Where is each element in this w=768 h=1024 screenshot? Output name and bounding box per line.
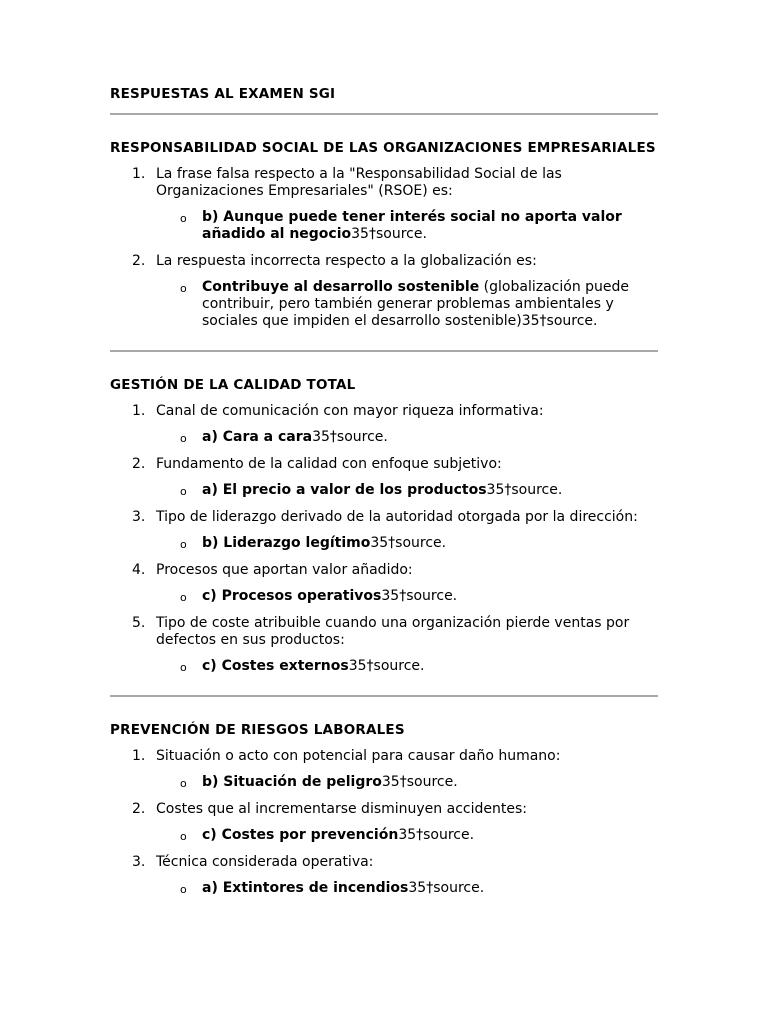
- answer: [110, 658, 658, 675]
- question-list: [110, 748, 658, 897]
- question-number: 4.: [132, 562, 146, 578]
- answer: [110, 209, 658, 243]
- answer: [110, 588, 658, 605]
- answer-bold: c) Costes externos: [202, 658, 349, 674]
- question-item: [110, 854, 658, 897]
- question-number: 2.: [132, 253, 146, 269]
- answer-rest: 35†source.: [381, 588, 458, 604]
- question-item: [110, 615, 658, 675]
- answer-bold: b) Liderazgo legítimo: [202, 535, 371, 551]
- question-item: [110, 456, 658, 499]
- question-text: Técnica considerada operativa:: [156, 854, 374, 870]
- section-rsoe: [110, 115, 658, 350]
- question-text: Canal de comunicación con mayor riqueza informativa:: [156, 403, 544, 419]
- question-item: [110, 403, 658, 446]
- question-text: Fundamento de la calidad con enfoque subjetivo:: [156, 456, 502, 472]
- bullet-icon: o: [180, 777, 187, 790]
- question-item: [110, 801, 658, 844]
- answer-bold: a) Cara a cara: [202, 429, 313, 445]
- answer-rest: 35†source.: [381, 774, 458, 790]
- question-number: 1.: [132, 403, 146, 419]
- answer-rest: (globalización puede contribuir, pero también generar problemas ambientales y sociales que impiden el desarrollo sostenible)35†source.: [202, 279, 630, 329]
- answer-bold: a) Extintores de incendios: [202, 880, 409, 896]
- answer-rest: 35†source.: [312, 429, 388, 445]
- question-number: 2.: [132, 456, 146, 472]
- question-number: 2.: [132, 801, 146, 817]
- answer: [110, 774, 658, 791]
- question-number: 1.: [132, 166, 146, 182]
- bullet-icon: o: [180, 282, 187, 295]
- section-riesgos: [110, 697, 658, 917]
- bullet-icon: o: [180, 591, 187, 604]
- answer: [110, 827, 658, 844]
- bullet-icon: o: [180, 883, 187, 896]
- question-text: La frase falsa respecto a la "Responsabilidad Social de las Organizaciones Empresariales" (RSOE) es:: [156, 166, 562, 199]
- question-list: [110, 403, 658, 675]
- section-heading: GESTIÓN DE LA CALIDAD TOTAL: [110, 377, 356, 393]
- question-number: 3.: [132, 854, 146, 870]
- bullet-icon: o: [180, 538, 187, 551]
- question-list: [110, 166, 658, 330]
- bullet-icon: o: [180, 212, 187, 225]
- answer: [110, 482, 658, 499]
- question-text: La respuesta incorrecta respecto a la globalización es:: [156, 253, 537, 269]
- answer-bold: b) Situación de peligro: [202, 774, 382, 790]
- question-text: Tipo de coste atribuible cuando una organización pierde ventas por defectos en sus productos:: [156, 615, 630, 648]
- answer-bold: c) Procesos operativos: [202, 588, 382, 604]
- question-item: [110, 509, 658, 552]
- answer: [110, 279, 658, 330]
- answer-rest: 35†source.: [351, 226, 427, 242]
- question-text: Situación o acto con potencial para causar daño humano:: [156, 748, 561, 764]
- question-number: 5.: [132, 615, 146, 631]
- answer: [110, 429, 658, 446]
- question-text: Costes que al incrementarse disminuyen accidentes:: [156, 801, 527, 817]
- answer-rest: 35†source.: [348, 658, 425, 674]
- answer-bold: c) Costes por prevención: [202, 827, 399, 843]
- answer-rest: 35†source.: [486, 482, 563, 498]
- bullet-icon: o: [180, 485, 187, 498]
- bullet-icon: o: [180, 661, 187, 674]
- question-item: [110, 562, 658, 605]
- document-title: RESPUESTAS AL EXAMEN SGI: [110, 86, 336, 102]
- question-text: Procesos que aportan valor añadido:: [156, 562, 413, 578]
- question-text: Tipo de liderazgo derivado de la autoridad otorgada por la dirección:: [156, 509, 638, 525]
- question-number: 1.: [132, 748, 146, 764]
- answer-rest: 35†source.: [370, 535, 447, 551]
- question-item: [110, 253, 658, 330]
- answer-bold: Contribuye al desarrollo sostenible: [202, 279, 480, 295]
- section-heading: RESPONSABILIDAD SOCIAL DE LAS ORGANIZACIONES EMPRESARIALES: [110, 140, 656, 156]
- answer: [110, 535, 658, 552]
- question-item: [110, 166, 658, 243]
- question-number: 3.: [132, 509, 146, 525]
- answer-rest: 35†source.: [398, 827, 475, 843]
- bullet-icon: o: [180, 432, 187, 445]
- answer-rest: 35†source.: [408, 880, 485, 896]
- answer-bold: a) El precio a valor de los productos: [202, 482, 487, 498]
- section-heading: PREVENCIÓN DE RIESGOS LABORALES: [110, 722, 405, 738]
- answer-bold: b) Aunque puede tener interés social no aporta valor añadido al negocio: [202, 209, 622, 242]
- bullet-icon: o: [180, 830, 187, 843]
- question-item: [110, 748, 658, 791]
- section-calidad: [110, 352, 658, 695]
- answer: [110, 880, 658, 897]
